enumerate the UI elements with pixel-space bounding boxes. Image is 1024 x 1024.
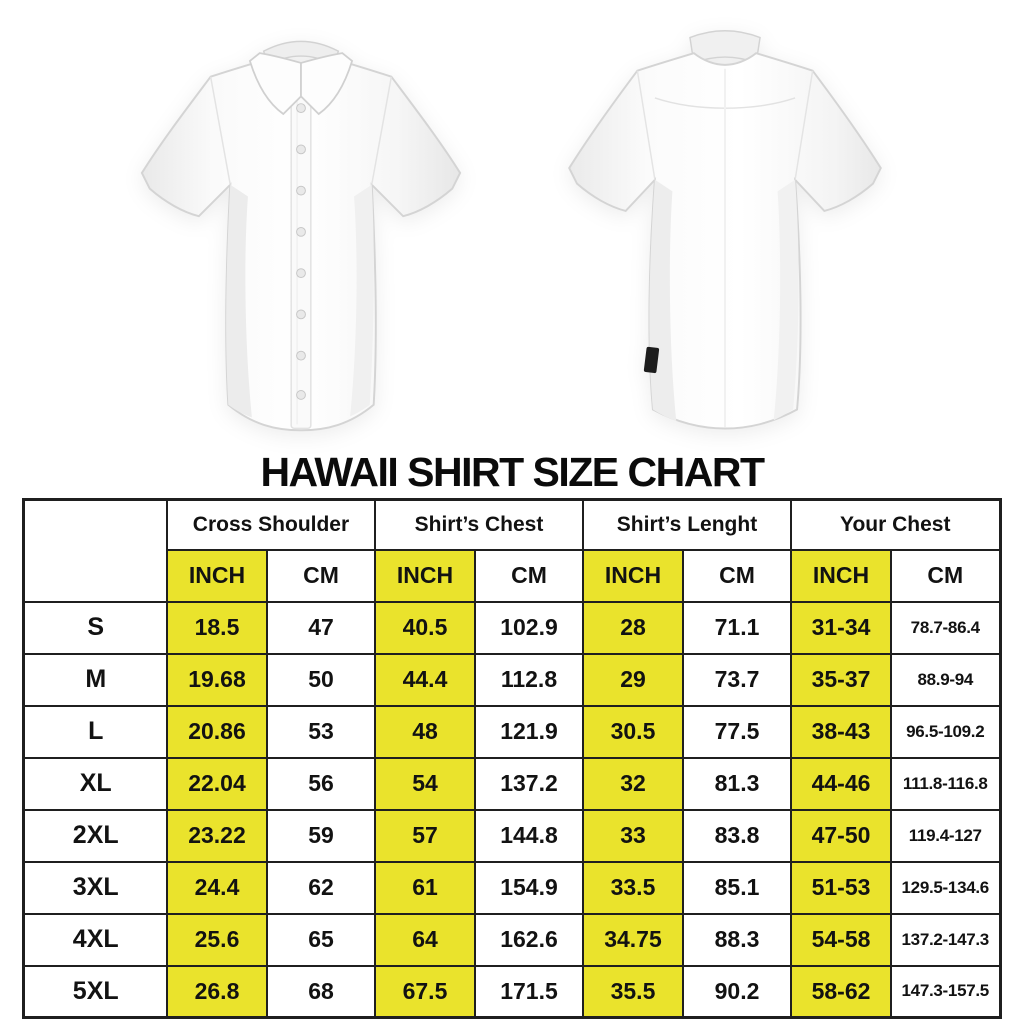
- value-cell: 35-37: [791, 654, 891, 706]
- value-cell: 29: [583, 654, 683, 706]
- unit-header-row: [24, 550, 1000, 602]
- value-cell: 90.2: [683, 966, 791, 1018]
- value-cell: 144.8: [475, 810, 583, 862]
- value-cell: 61: [375, 862, 475, 914]
- table-row: [24, 706, 1000, 758]
- value-cell: 18.5: [167, 602, 267, 654]
- value-cell: 38-43: [791, 706, 891, 758]
- table-row: [24, 966, 1000, 1018]
- value-cell: 62: [267, 862, 375, 914]
- unit-header-cm: CM: [475, 550, 583, 602]
- value-cell: 71.1: [683, 602, 791, 654]
- value-cell: 121.9: [475, 706, 583, 758]
- size-cell: 4XL: [24, 914, 167, 966]
- value-cell: 26.8: [167, 966, 267, 1018]
- value-cell: 88.9-94: [891, 654, 1000, 706]
- button-placket: [291, 87, 311, 429]
- unit-header-inch: INCH: [375, 550, 475, 602]
- value-cell: 34.75: [583, 914, 683, 966]
- size-cell: 5XL: [24, 966, 167, 1018]
- group-header-shirts-length: Shirt’s Lenght: [583, 500, 791, 550]
- value-cell: 22.04: [167, 758, 267, 810]
- value-cell: 24.4: [167, 862, 267, 914]
- unit-header-cm: CM: [683, 550, 791, 602]
- table-row: [24, 758, 1000, 810]
- value-cell: 54-58: [791, 914, 891, 966]
- size-cell: M: [24, 654, 167, 706]
- group-header-cross-shoulder: Cross Shoulder: [167, 500, 375, 550]
- value-cell: 112.8: [475, 654, 583, 706]
- unit-header-inch: INCH: [167, 550, 267, 602]
- size-cell: 3XL: [24, 862, 167, 914]
- size-cell: XL: [24, 758, 167, 810]
- value-cell: 65: [267, 914, 375, 966]
- value-cell: 64: [375, 914, 475, 966]
- value-cell: 30.5: [583, 706, 683, 758]
- value-cell: 40.5: [375, 602, 475, 654]
- value-cell: 137.2: [475, 758, 583, 810]
- table-row: [24, 602, 1000, 654]
- value-cell: 47-50: [791, 810, 891, 862]
- value-cell: 20.86: [167, 706, 267, 758]
- value-cell: 48: [375, 706, 475, 758]
- value-cell: 154.9: [475, 862, 583, 914]
- value-cell: 78.7-86.4: [891, 602, 1000, 654]
- value-cell: 88.3: [683, 914, 791, 966]
- value-cell: 23.22: [167, 810, 267, 862]
- value-cell: 119.4-127: [891, 810, 1000, 862]
- value-cell: 44-46: [791, 758, 891, 810]
- value-cell: 129.5-134.6: [891, 862, 1000, 914]
- value-cell: 171.5: [475, 966, 583, 1018]
- value-cell: 35.5: [583, 966, 683, 1018]
- group-header-your-chest: Your Chest: [791, 500, 1000, 550]
- value-cell: 162.6: [475, 914, 583, 966]
- group-header-shirts-chest: Shirt’s Chest: [375, 500, 583, 550]
- unit-header-cm: CM: [891, 550, 1000, 602]
- value-cell: 53: [267, 706, 375, 758]
- value-cell: 111.8-116.8: [891, 758, 1000, 810]
- value-cell: 44.4: [375, 654, 475, 706]
- value-cell: 147.3-157.5: [891, 966, 1000, 1018]
- shirt-images-row: [0, 0, 1024, 450]
- table-row: [24, 810, 1000, 862]
- value-cell: 50: [267, 654, 375, 706]
- value-cell: 67.5: [375, 966, 475, 1018]
- value-cell: 54: [375, 758, 475, 810]
- value-cell: 33: [583, 810, 683, 862]
- value-cell: 83.8: [683, 810, 791, 862]
- size-chart-table: [22, 498, 1001, 1019]
- unit-header-inch: INCH: [791, 550, 891, 602]
- value-cell: 85.1: [683, 862, 791, 914]
- value-cell: 59: [267, 810, 375, 862]
- shirt-front-image: [114, 4, 488, 446]
- shirt-back-image: [540, 4, 910, 448]
- value-cell: 96.5-109.2: [891, 706, 1000, 758]
- unit-header-inch: INCH: [583, 550, 683, 602]
- value-cell: 32: [583, 758, 683, 810]
- value-cell: 28: [583, 602, 683, 654]
- unit-header-cm: CM: [267, 550, 375, 602]
- value-cell: 33.5: [583, 862, 683, 914]
- value-cell: 58-62: [791, 966, 891, 1018]
- value-cell: 73.7: [683, 654, 791, 706]
- value-cell: 19.68: [167, 654, 267, 706]
- table-row: [24, 654, 1000, 706]
- value-cell: 137.2-147.3: [891, 914, 1000, 966]
- value-cell: 25.6: [167, 914, 267, 966]
- table-row: [24, 914, 1000, 966]
- size-cell: 2XL: [24, 810, 167, 862]
- corner-cell: [24, 500, 167, 602]
- table-row: [24, 862, 1000, 914]
- value-cell: 56: [267, 758, 375, 810]
- group-header-row: [24, 500, 1000, 550]
- page-title: HAWAII SHIRT SIZE CHART: [260, 449, 764, 495]
- value-cell: 77.5: [683, 706, 791, 758]
- value-cell: 81.3: [683, 758, 791, 810]
- size-cell: L: [24, 706, 167, 758]
- value-cell: 68: [267, 966, 375, 1018]
- value-cell: 51-53: [791, 862, 891, 914]
- value-cell: 57: [375, 810, 475, 862]
- value-cell: 47: [267, 602, 375, 654]
- value-cell: 31-34: [791, 602, 891, 654]
- value-cell: 102.9: [475, 602, 583, 654]
- size-cell: S: [24, 602, 167, 654]
